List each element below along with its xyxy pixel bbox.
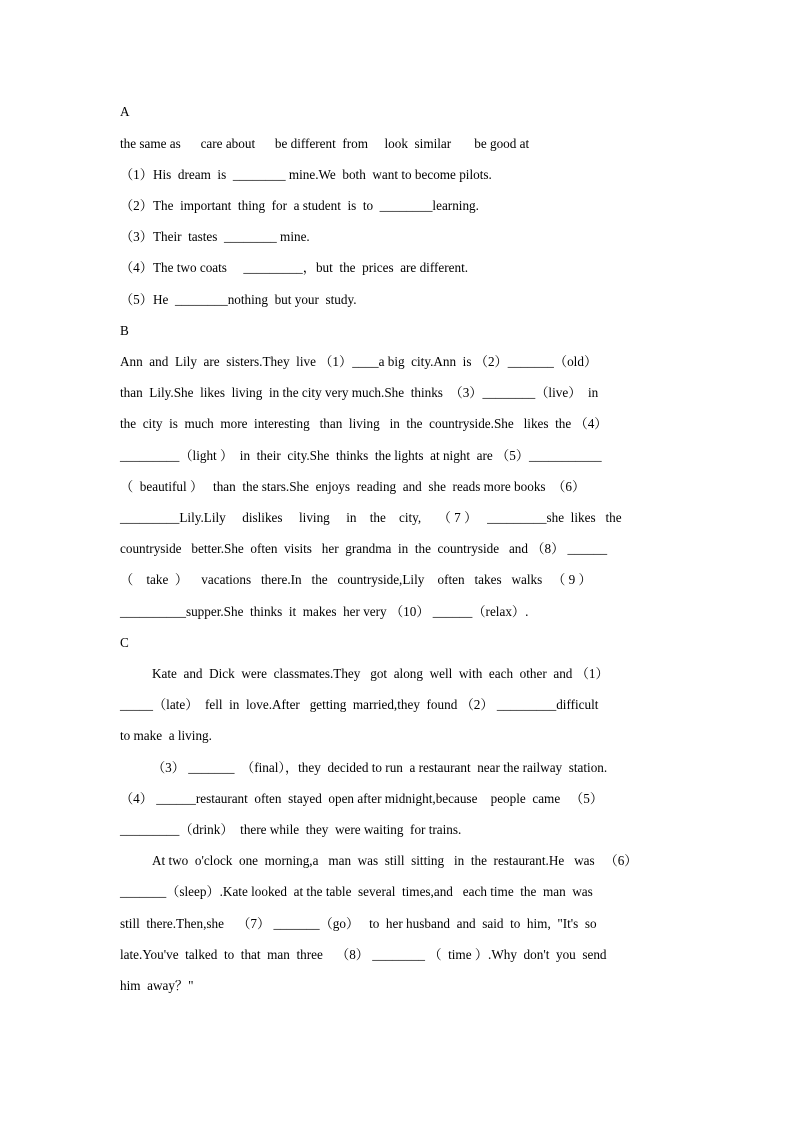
section-b-line-7: countryside better.She often visits her grandma in the countryside and （8） ______ [120,541,608,556]
section-a-item-3: （3）Their tastes ________ mine. [120,229,310,244]
section-c-line-3: to make a living. [120,728,212,743]
section-b-line-3: the city is much more interesting than living in the countryside.She likes the （4） [120,416,608,431]
section-b-line-8: （ take ） vacations there.In the countryside,Lily often takes walks （ 9 ） [120,572,592,587]
section-a-item-2: （2）The important thing for a student is to ________learning. [120,198,479,213]
section-c-line-5: （4） ______restaurant often stayed open after midnight,because people came （5） [120,791,604,806]
section-b-line-4: _________（light ） in their city.She thinks the lights at night are （5）___________ [120,448,602,463]
section-c-line-10: late.You've talked to that man three （8） ________ （ time ）.Why don't you send [120,947,607,962]
section-b-line-5: （ beautiful ） than the stars.She enjoys reading and she reads more books （6） [120,479,586,494]
section-a-heading: A [120,104,130,119]
section-c-line-8: _______（sleep）.Kate looked at the table several times,and each time the man was [120,884,593,899]
section-a-item-5: （5）He ________nothing but your study. [120,292,357,307]
section-b-line-2: than Lily.She likes living in the city very much.She thinks （3）________（live） in [120,385,599,400]
section-b-line-9: __________supper.She thinks it makes her very （10） ______（relax）. [120,604,529,619]
section-b-line-1: Ann and Lily are sisters.They live （1）____a big city.Ann is （2）_______（old） [120,354,598,369]
section-c-line-2: _____（late） fell in love.After getting married,they found （2） _________difficult [120,697,599,712]
section-c-heading: C [120,635,129,650]
section-a-item-1: （1）His dream is ________ mine.We both want to become pilots. [120,167,492,182]
section-a-word-bank: the same as care about be different from look similar be good at [120,136,530,151]
section-c-line-9: still there.Then,she （7） _______（go） to her husband and said to him, "It's so [120,916,597,931]
section-c-line-1: Kate and Dick were classmates.They got along well with each other and （1） [152,666,609,681]
section-c-line-6: _________（drink） there while they were waiting for trains. [120,822,462,837]
section-b-line-6: _________Lily.Lily dislikes living in the city, （ 7 ） _________she likes the [120,510,622,525]
section-c-line-7: At two o'clock one morning,a man was still sitting in the restaurant.He was （6） [152,853,638,868]
section-c-line-11: him away？" [120,978,194,993]
section-b-heading: B [120,323,129,338]
section-c-line-4: （3） _______ （final），they decided to run a restaurant near the railway station. [152,760,608,775]
section-a-item-4: （4）The two coats _________，but the prices are different. [120,260,469,275]
